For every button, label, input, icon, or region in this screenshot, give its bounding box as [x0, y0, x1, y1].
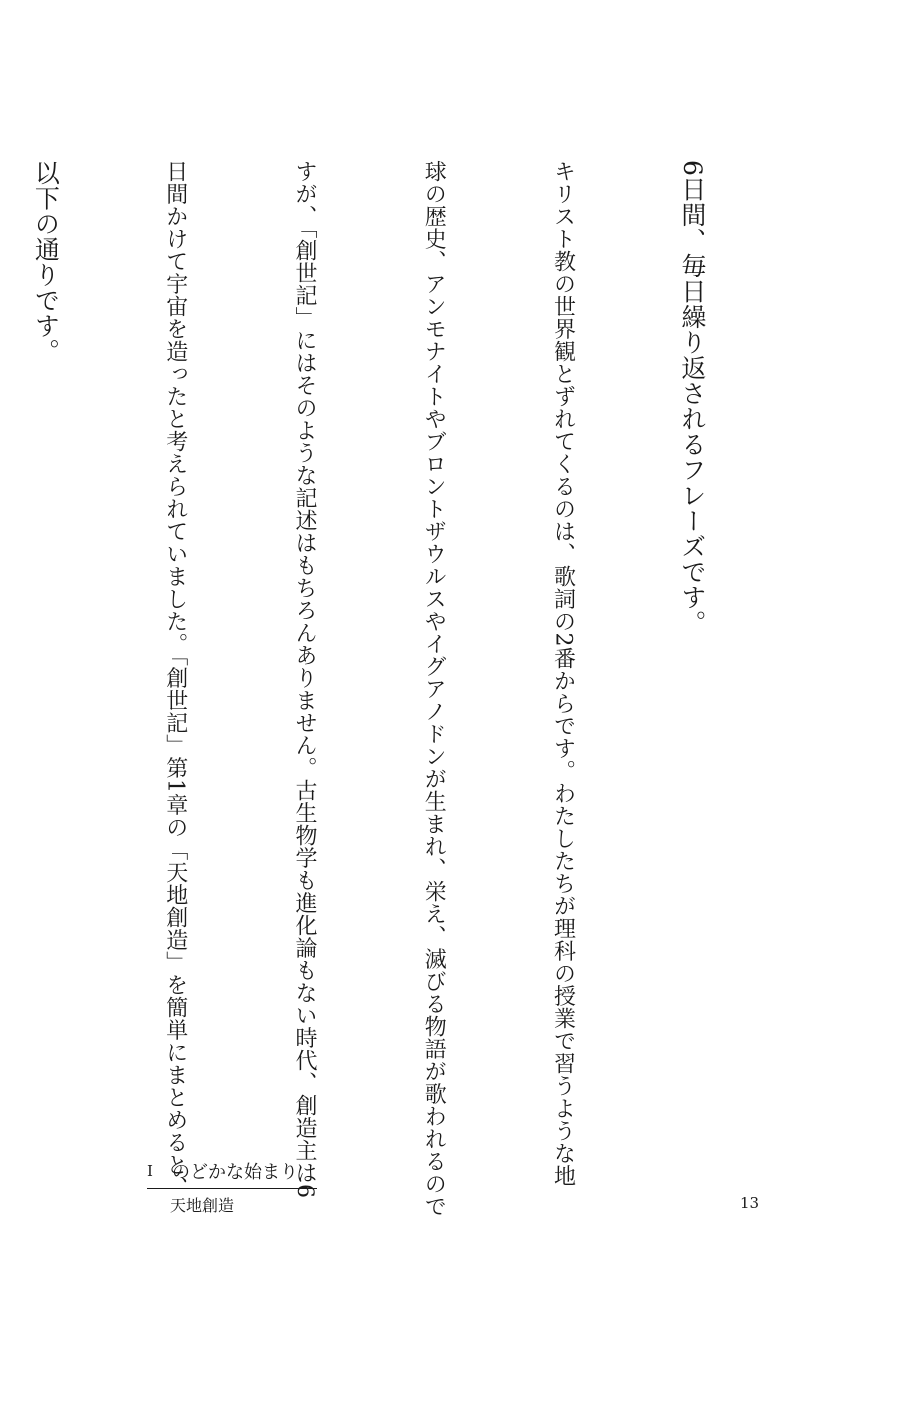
chapter-title: のどかな始まり [172, 1162, 298, 1183]
page-number: 13 [740, 1194, 760, 1212]
text-line: 以下の通りです。 [31, 160, 61, 364]
text-line: すが、「創世記」にはそのような記述はもちろんありません。古生物学も進化論もない時代、創造主は6 [291, 160, 317, 1199]
section-title: 天地創造 [170, 1196, 235, 1215]
footer-divider [147, 1188, 317, 1189]
text-line: 日間かけて宇宙を造ったと考えられていました。「創世記」第1章の「天地創造」を簡単にまとめると、 [162, 160, 188, 1199]
text-line: 球の歴史、アンモナイトやブロントザウルスやイグアノドンが生まれ、栄え、滅びる物語が歌われるので [421, 160, 447, 1218]
chapter-number: I [147, 1162, 153, 1180]
text-line: 6日間、毎日繰り返されるフレーズです。 [677, 160, 707, 636]
text-line: キリスト教の世界観とずれてくるのは、歌詞の2番からです。わたしたちが理科の授業で習うような地 [550, 160, 576, 1187]
